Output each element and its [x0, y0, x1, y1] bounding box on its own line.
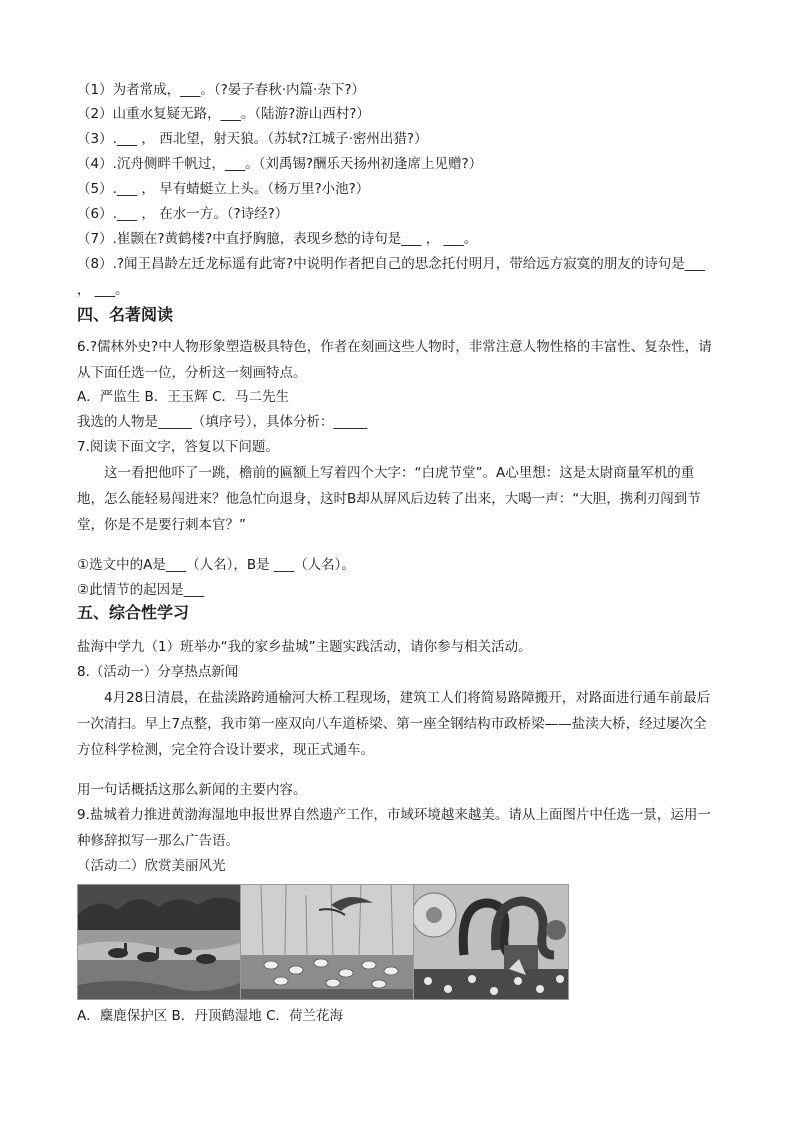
question-7: 7.阅读下面文字，答复以下问题。 [77, 439, 279, 455]
poetry-line-1: （1）为者常成，___。（?晏子春秋·内篇·杂下?） [77, 82, 366, 98]
photo-captions: A．麋鹿保护区 B．丹顶鹤湿地 C．荷兰花海 [77, 1008, 344, 1024]
poetry-line-6: （6）.___ ， 在水一方。（?诗经?） [77, 206, 289, 222]
poetry-line-4: （4）.沉舟侧畔千帆过，___。（刘禹锡?酬乐天扬州初逢席上见赠?） [77, 156, 483, 172]
photo-crane-wetland [240, 884, 414, 1000]
photo-elk-reserve [77, 884, 241, 1000]
question-8-title: 8.（活动一）分享热点新闻 [77, 664, 239, 680]
question-7-2: ②此情节的起因是___ [77, 582, 204, 598]
activity-intro: 盐海中学九（1）班举办“我的家乡盐城”主题实践活动，请你参与相关活动。 [77, 639, 532, 655]
poetry-line-8: （8）.?闻王昌龄左迁龙标遥有此寄?中说明作者把自己的思念托付明月，带给远方寂寞的朋友的诗句是___ ， ___。 [77, 256, 705, 298]
section-4-title: 四、名著阅读 [77, 305, 174, 324]
activity-2-title: （活动二）欣赏美丽风光 [77, 858, 226, 874]
question-6: 6.?儒林外史?中人物形象塑造极具特色，作者在刻画这些人物时，非常注意人物性格的丰富性、复杂性，请从下面任选一位，分析这一刻画特点。 [77, 339, 712, 381]
question-9: 9.盐城着力推进黄渤海湿地申报世界自然遗产工作，市域环境越来越美。请从上面图片中任选一景，运用一种修辞拟写一那么广告语。 [77, 807, 711, 849]
poetry-line-3: （3）.___ ， 西北望，射天狼。（苏轼?江城子·密州出猎?） [77, 131, 428, 147]
question-6-answer: 我选的人物是_____（填序号），具体分析：_____ [77, 414, 368, 430]
news-paragraph: 4月28日清晨，在盐渎路跨通榆河大桥工程现场，建筑工人们将简易路障搬开，对路面进行通车前最后一次清扫。早上7点整，我市第一座双向八车道桥梁、第一座全钢结构市政桥梁——盐渎大桥，经过屡次全方位科学检测，完全符合设计要求，现正式通车。 [77, 690, 711, 758]
section-5-title: 五、综合性学习 [77, 603, 190, 622]
photo-flower-sea [413, 884, 569, 1000]
poetry-line-5: （5）.___ ， 早有蜻蜓立上头。（杨万里?小池?） [77, 181, 370, 197]
question-8-task: 用一句话概括这那么新闻的主要内容。 [77, 782, 307, 798]
question-6-options: A．严监生 B．王玉辉 C．马二先生 [77, 389, 290, 405]
question-7-1: ①选文中的A是___（人名），B是 ___（人名）。 [77, 557, 355, 573]
reading-passage: 这一看把他吓了一跳，檐前的匾额上写着四个大字：“白虎节堂”。A心里想：这是太尉商量军机的重地，怎么能轻易闯进来？他急忙向退身，这时B却从屏风后边转了出来，大喝一声：“大胆，携利刃闯到节堂，你是不是要行刺本官？” [77, 465, 701, 533]
poetry-line-7: （7）.崔颢在?黄鹤楼?中直抒胸臆，表现乡愁的诗句是___ ， ___。 [77, 231, 478, 247]
poetry-line-2: （2）山重水复疑无路，___。（陆游?游山西村?） [77, 106, 370, 122]
